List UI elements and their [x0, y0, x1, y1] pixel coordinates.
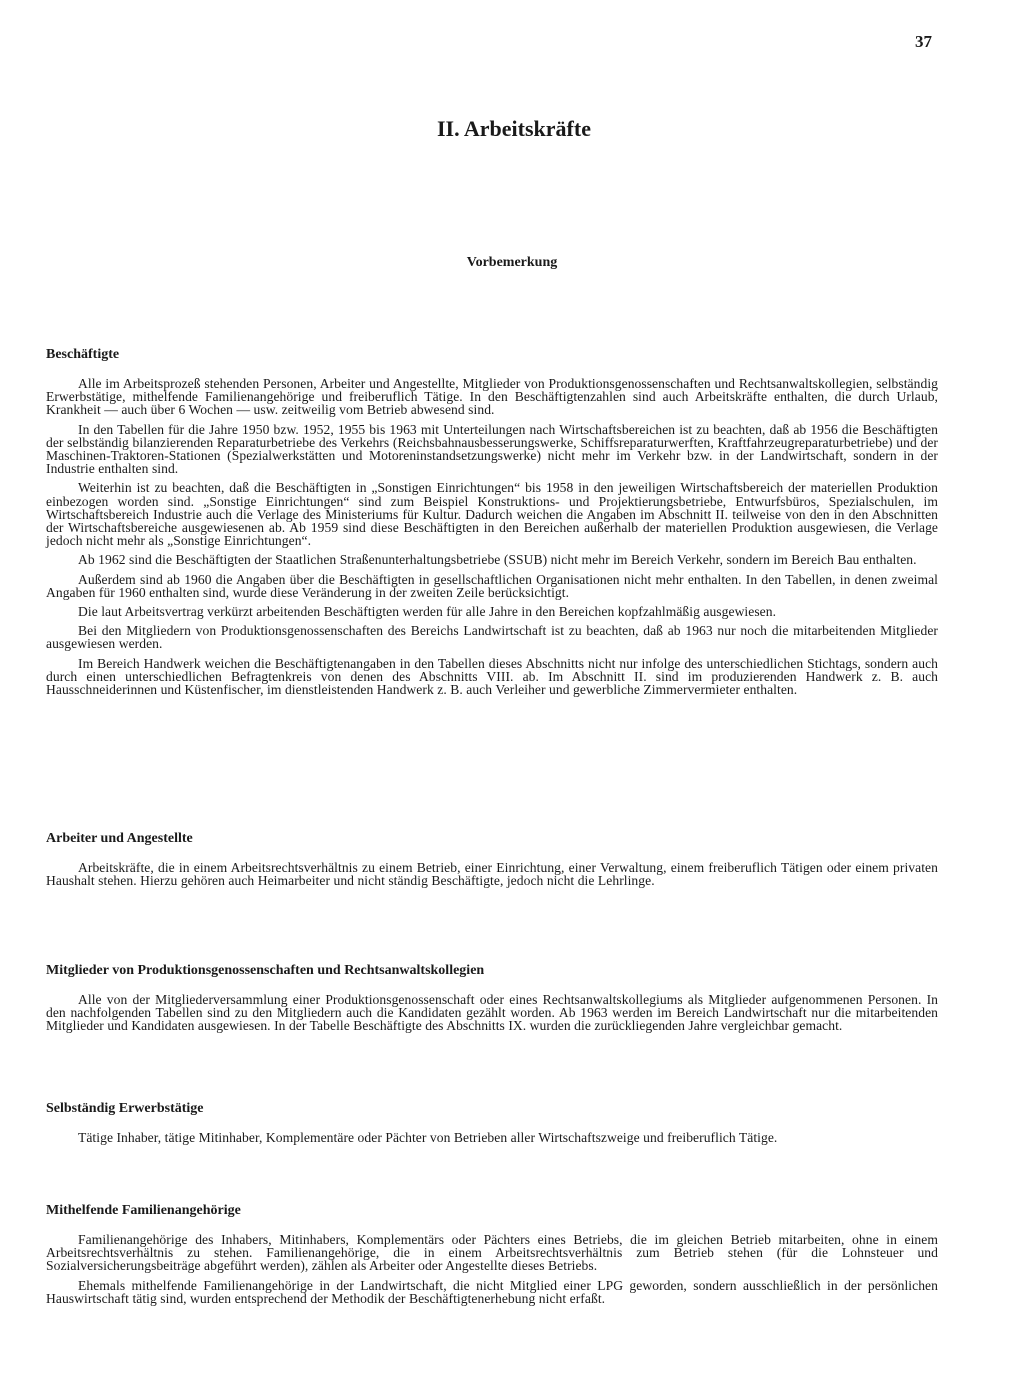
- paragraph: In den Tabellen für die Jahre 1950 bzw. 1952, 1955 bis 1963 mit Unterteilungen nach Wirtschaftsbereichen ist zu beachten, daß ab 1956 die Beschäftigten der selbständig bilanzierenden Reparaturbetriebe des Verkehrs (Reichsbahnausbesserungswerke, Schiffsreparaturwerften, Kraftfahrzeugreparaturbetriebe) und der Maschinen-Traktoren-Stationen (Spezialwerkstätten und Motoreninstandsetzungswerke) nicht mehr im Verkehr bzw. in der Landwirtschaft, sondern in der Industrie enthalten sind.: [46, 421, 938, 477]
- section-heading: Beschäftigte: [46, 347, 120, 362]
- section-mitglieder-produktionsgenossenschaften: [46, 962, 938, 1033]
- paragraph: Ab 1962 sind die Beschäftigten der Staatlichen Straßenunterhaltungsbetriebe (SSUB) nicht mehr im Bereich Verkehr, sondern im Bereich Bau enthalten.: [78, 552, 917, 568]
- section-heading: Selbständig Erwerbstätige: [46, 1101, 204, 1116]
- section-heading: Arbeiter und Angestellte: [46, 831, 193, 846]
- paragraph: Tätige Inhaber, tätige Mitinhaber, Komplementäre oder Pächter von Betrieben aller Wirtschaftszweige und freiberuflich Tätige.: [78, 1130, 778, 1145]
- paragraph: Alle von der Mitgliederversammlung einer Produktionsgenossenschaft oder eines Rechtsanwaltskollegiums als Mitglieder aufgenommenen Personen. In den nachfolgenden Tabellen sind zu den Mitgliedern auch die Kandidaten gezählt worden. Ab 1963 werden im Bereich Landwirtschaft nur die mitarbeitenden Mitglieder und Kandidaten ausgewiesen. In der Tabelle Beschäftigte des Abschnitts IX. wurden die zurückliegenden Jahre vergleichbar gemacht.: [46, 992, 938, 1034]
- paragraph: Weiterhin ist zu beachten, daß die Beschäftigten in „Sonstigen Einrichtungen“ bis 1958 in den jeweiligen Wirtschaftsbereich der materiellen Produktion einbezogen worden sind. „Sonstige Einrichtungen“ sind zum Beispiel Konstruktions- und Projektierungsbetriebe, Entwurfsbüros, Spezialschulen, im Wirtschaftsbereich Industrie auch die Verlage des Ministeriums für Kultur. Dadurch weichen die Angaben im Abschnitt II. teilweise von den in den Abschnitten der Wirtschaftsbereiche ausgewiesenen ab. Ab 1959 sind diese Beschäftigten in den Bereichen außerhalb der materiellen Produktion ausgewiesen, die Verlage jedoch nicht mehr als „Sonstige Einrichtungen“.: [46, 480, 938, 549]
- paragraph: Ehemals mithelfende Familienangehörige in der Landwirtschaft, die nicht Mitglied einer LPG geworden, sondern ausschließlich in der persönlichen Hauswirtschaft tätig sind, wurden entsprechend der Methodik der Beschäftigtenerhebung nicht erfaßt.: [46, 1277, 938, 1306]
- section-heading: Mitglieder von Produktionsgenossenschaften und Rechtsanwaltskollegien: [46, 963, 485, 978]
- paragraph: Außerdem sind ab 1960 die Angaben über die Beschäftigten in gesellschaftlichen Organisationen nicht mehr enthalten. In den Tabellen, in denen zweimal Angaben für 1960 enthalten sind, wurde diese Veränderung in der zweiten Zeile berücksichtigt.: [46, 571, 938, 600]
- page-number: 37: [915, 32, 932, 51]
- paragraph: Arbeitskräfte, die in einem Arbeitsrechtsverhältnis zu einem Betrieb, einer Einrichtung, einer Verwaltung, einem freiberuflich Tätigen oder einem privaten Haushalt stehen. Hierzu gehören auch Heimarbeiter und nicht ständig Beschäftigte, jedoch nicht die Lehrlinge.: [46, 860, 938, 889]
- paragraph: Im Bereich Handwerk weichen die Beschäftigtenangaben in den Tabellen dieses Abschnitts nicht nur infolge des unterschiedlichen Stichtags, sondern auch durch einen unterschiedlichen Befragtenkreis von denen des Abschnitts VIII. ab. Im Abschnitt II. sind im produzierenden Handwerk z. B. auch Hausschneiderinnen und Küstenfischer, im dienstleistenden Handwerk z. B. auch Verleiher und gewerbliche Zimmervermieter enthalten.: [46, 655, 938, 698]
- section-beschaeftigte: [46, 346, 938, 696]
- section-selbstaendig-erwerbstaetige: [46, 1100, 938, 1144]
- section-mithelfende-familienangehoerige: [46, 1202, 938, 1305]
- paragraph: Bei den Mitgliedern von Produktionsgenossenschaften des Bereichs Landwirtschaft ist zu beachten, daß ab 1963 nur noch die mitarbeitenden Mitglieder ausgewiesen werden.: [46, 623, 938, 652]
- paragraph: Alle im Arbeitsprozeß stehenden Personen, Arbeiter und Angestellte, Mitglieder von Produktionsgenossenschaften und Rechtsanwaltskollegien, selbständig Erwerbstätige, mithelfende Familienangehörige und freiberuflich Tätige. In den Beschäftigtenzahlen sind auch Arbeitskräfte enthalten, die durch Urlaub, Krankheit — auch über 6 Wochen — usw. zeitweilig vom Betrieb abwesend sind.: [46, 376, 938, 418]
- paragraph: Familienangehörige des Inhabers, Mitinhabers, Komplementärs oder Pächters eines Betriebs, die im gleichen Betrieb mitarbeiten, ohne in einem Arbeitsrechtsverhältnis zu stehen. Familienangehörige, die in einem Arbeitsrechtsverhältnis zum Betrieb stehen (für die Lohnsteuer und Sozialversicherungsbeiträge abgeführt werden), zählen als Arbeiter oder Angestellte dieses Betriebs.: [46, 1232, 938, 1274]
- section-arbeiter-und-angestellte: [46, 830, 938, 887]
- section-heading: Mithelfende Familienangehörige: [46, 1203, 241, 1218]
- paragraph: Die laut Arbeitsvertrag verkürzt arbeitenden Beschäftigten werden für alle Jahre in den Bereichen kopfzahlmäßig ausgewiesen.: [78, 604, 777, 620]
- preliminary-remarks-heading: Vorbemerkung: [466, 255, 558, 270]
- chapter-title: II. Arbeitskräfte: [437, 116, 591, 141]
